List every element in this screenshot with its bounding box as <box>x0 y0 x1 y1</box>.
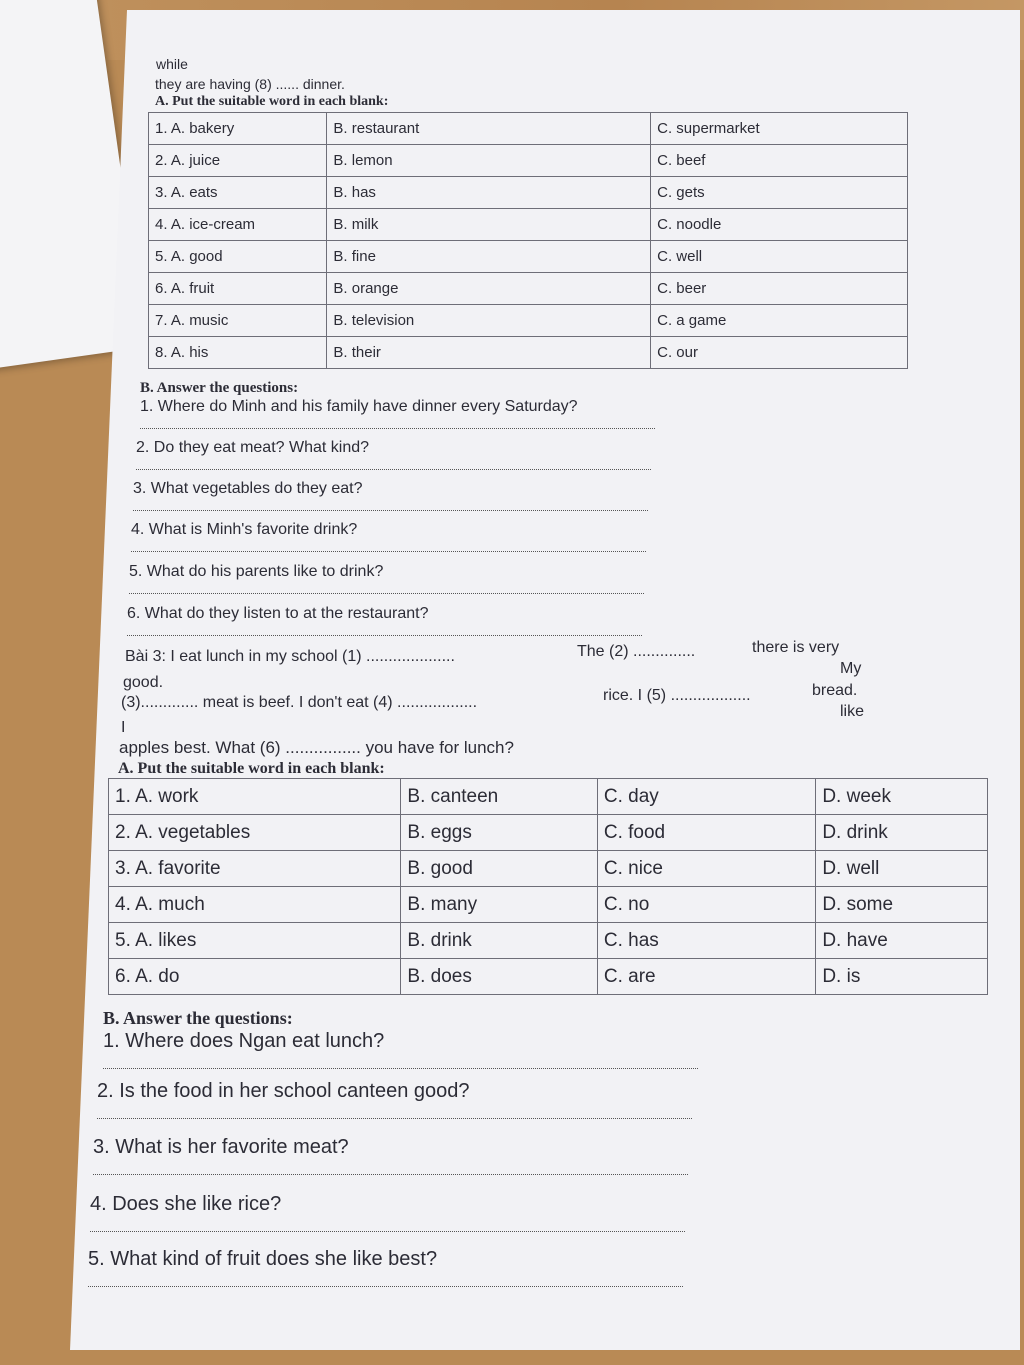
answer-line[interactable] <box>97 1118 692 1119</box>
table-cell: C. gets <box>651 177 908 209</box>
bai3-line3a: (3)............. meat is beef. I don't eat (4) .................. <box>121 694 478 711</box>
question-text: 3. What vegetables do they eat? <box>133 480 363 497</box>
table-cell: C. are <box>597 959 815 995</box>
table-cell: C. supermarket <box>651 113 908 145</box>
answer-line[interactable] <box>93 1174 688 1175</box>
table-cell: D. drink <box>816 815 988 851</box>
bai3-line1a: Bài 3: I eat lunch in my school (1) .................... <box>125 648 455 665</box>
answer-line[interactable] <box>131 551 646 552</box>
answer-line[interactable] <box>140 428 655 429</box>
table-row <box>109 923 988 959</box>
question-text: 4. Does she like rice? <box>90 1193 282 1215</box>
table-cell: C. beef <box>651 145 908 177</box>
question-text: 1. Where does Ngan eat lunch? <box>103 1030 385 1052</box>
table-row <box>149 145 908 177</box>
table-row <box>149 241 908 273</box>
question-text: 3. What is her favorite meat? <box>93 1136 349 1158</box>
table-cell: B. their <box>327 337 651 369</box>
answer-line[interactable] <box>90 1231 685 1232</box>
table-cell: B. milk <box>327 209 651 241</box>
table-cell: D. week <box>816 779 988 815</box>
question-text: 5. What kind of fruit does she like best? <box>88 1248 438 1270</box>
table-cell: C. beer <box>651 273 908 305</box>
answer-line[interactable] <box>129 593 644 594</box>
table-row <box>149 177 908 209</box>
answer-line[interactable] <box>103 1068 698 1069</box>
table-row <box>149 273 908 305</box>
bai3-line3b: rice. I (5) .................. <box>603 687 751 704</box>
question-text: 1. Where do Minh and his family have dinner every Saturday? <box>140 398 578 415</box>
table-cell: 7. A. music <box>149 305 327 337</box>
question-text: 4. What is Minh's favorite drink? <box>131 521 358 538</box>
table-row <box>109 779 988 815</box>
table-cell: B. orange <box>327 273 651 305</box>
table-cell: D. well <box>816 851 988 887</box>
table-cell: B. television <box>327 305 651 337</box>
table-row <box>149 305 908 337</box>
intro-while: while <box>156 56 188 72</box>
question-text: 2. Do they eat meat? What kind? <box>136 439 370 456</box>
bai3-line4a: like <box>840 703 865 720</box>
table-cell: B. good <box>401 851 597 887</box>
table-cell: B. fine <box>327 241 651 273</box>
table-cell: C. our <box>651 337 908 369</box>
answer-line[interactable] <box>136 469 651 470</box>
bai3-line2b: good. <box>123 674 164 691</box>
table-row <box>149 209 908 241</box>
section2-heading-b: B. Answer the questions: <box>103 1008 293 1028</box>
section1-table <box>148 112 908 369</box>
table-row <box>109 815 988 851</box>
table-cell: 6. A. do <box>109 959 401 995</box>
intro-having: they are having (8) ...... dinner. <box>155 76 345 92</box>
bai3-line3c: bread. <box>812 682 858 699</box>
bai3-line1b: The (2) .............. <box>577 643 696 660</box>
table-cell: B. drink <box>401 923 597 959</box>
table-row <box>109 851 988 887</box>
table-cell: C. no <box>597 887 815 923</box>
table-row <box>149 337 908 369</box>
table-row <box>109 887 988 923</box>
table-row <box>109 959 988 995</box>
bai3-line4b: I <box>121 719 126 736</box>
table-row <box>149 113 908 145</box>
question-text: 5. What do his parents like to drink? <box>129 563 384 580</box>
table-cell: C. a game <box>651 305 908 337</box>
table-cell: 3. A. eats <box>149 177 327 209</box>
table-cell: B. canteen <box>401 779 597 815</box>
table-cell: 1. A. work <box>109 779 401 815</box>
table-cell: 2. A. vegetables <box>109 815 401 851</box>
table-cell: B. lemon <box>327 145 651 177</box>
table-cell: 4. A. ice-cream <box>149 209 327 241</box>
table-cell: 2. A. juice <box>149 145 327 177</box>
bai3-line1c: there is very <box>752 639 840 656</box>
table-cell: 8. A. his <box>149 337 327 369</box>
section1-heading-b: B. Answer the questions: <box>140 380 299 396</box>
table-cell: 6. A. fruit <box>149 273 327 305</box>
table-cell: D. some <box>816 887 988 923</box>
table-cell: B. does <box>401 959 597 995</box>
table-cell: C. has <box>597 923 815 959</box>
question-text: 2. Is the food in her school canteen good? <box>97 1080 470 1102</box>
table-cell: C. day <box>597 779 815 815</box>
table-cell: D. have <box>816 923 988 959</box>
table-cell: 5. A. likes <box>109 923 401 959</box>
table-cell: C. noodle <box>651 209 908 241</box>
table-cell: 1. A. bakery <box>149 113 327 145</box>
table-cell: B. many <box>401 887 597 923</box>
table-cell: B. eggs <box>401 815 597 851</box>
section2-heading-a: A. Put the suitable word in each blank: <box>118 760 385 777</box>
table-cell: 5. A. good <box>149 241 327 273</box>
answer-line[interactable] <box>88 1286 683 1287</box>
answer-line[interactable] <box>133 510 648 511</box>
table-cell: D. is <box>816 959 988 995</box>
table-cell: C. nice <box>597 851 815 887</box>
section1-heading-a: A. Put the suitable word in each blank: <box>155 94 389 109</box>
table-cell: C. well <box>651 241 908 273</box>
bai3-line2a: My <box>840 660 862 677</box>
table-cell: 4. A. much <box>109 887 401 923</box>
table-cell: 3. A. favorite <box>109 851 401 887</box>
answer-line[interactable] <box>127 635 642 636</box>
section2-table <box>108 778 988 995</box>
table-cell: B. restaurant <box>327 113 651 145</box>
question-text: 6. What do they listen to at the restaurant? <box>127 605 429 622</box>
table-cell: B. has <box>327 177 651 209</box>
bai3-line5: apples best. What (6) ................ you have for lunch? <box>119 738 514 757</box>
table-cell: C. food <box>597 815 815 851</box>
